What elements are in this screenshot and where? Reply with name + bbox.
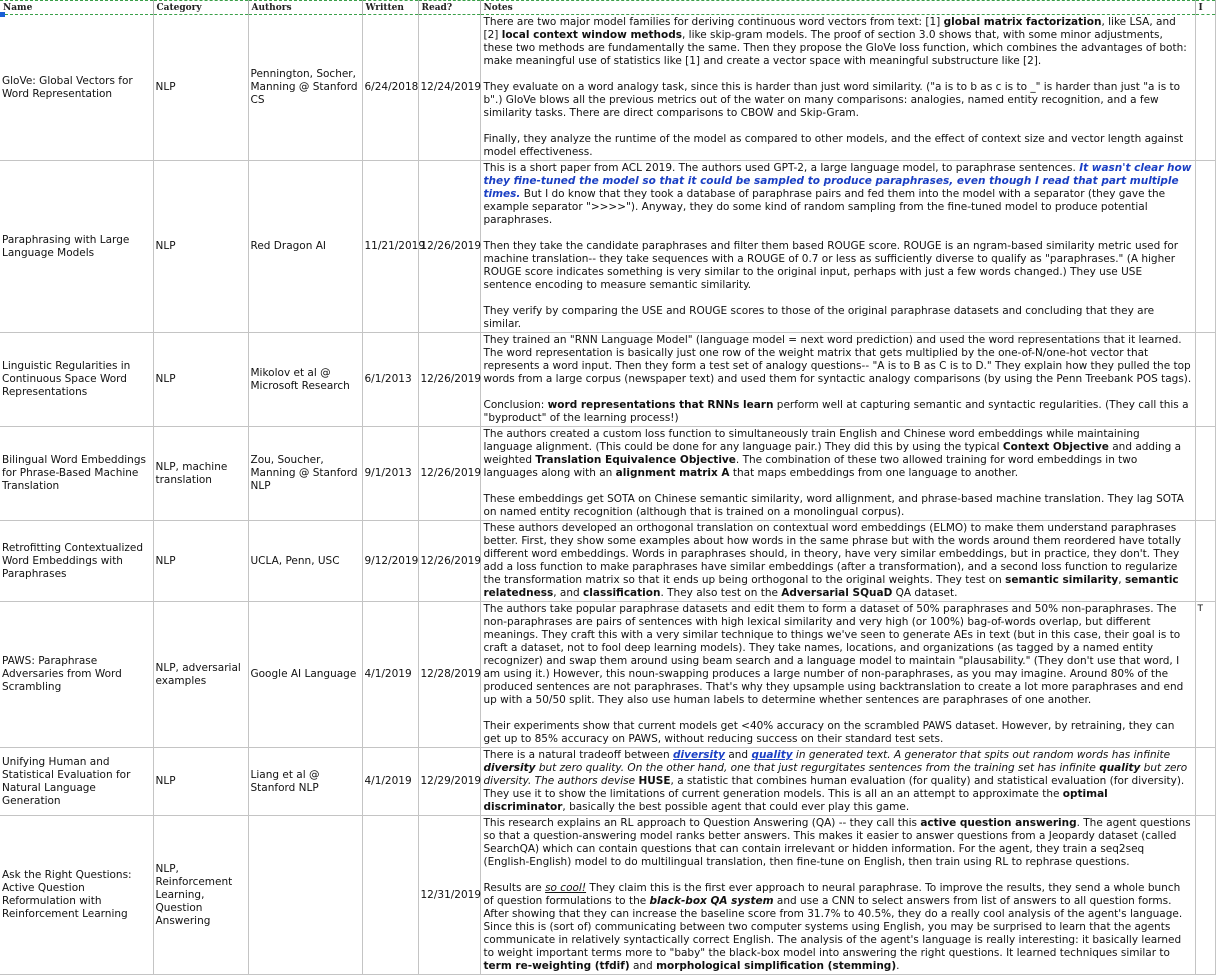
cell-written[interactable]: 6/1/2013 — [362, 333, 418, 427]
cell-notes[interactable]: The authors created a custom loss function to simultaneously train English and Chinese word embeddings while maintaining language alignment. (This could be done for any language pair.) They did this by using the typical Context Objective and adding a weighted Translation Equivalence Objective. The combination of these two allowed training for word embeddings in two languages along with an alignment matrix A that maps embeddings from one language to another. These embeddings get SOTA on Chinese semantic similarity, word allignment, and phrase-based machine translation. They lag SOTA on named entity recognition (although that is trained on a monolingual corpus). — [480, 427, 1195, 521]
header-written[interactable]: Written — [362, 1, 418, 15]
header-category[interactable]: Category — [153, 1, 248, 15]
cell-written[interactable]: 9/1/2013 — [362, 427, 418, 521]
table-row — [0, 333, 1215, 427]
cell-read[interactable]: 12/26/2019 — [418, 521, 480, 602]
cell-authors[interactable] — [248, 816, 362, 975]
cell-notes[interactable]: This is a short paper from ACL 2019. The authors used GPT-2, a large language model, to paraphrase sentences. It wasn't clear how they fine-tuned the model so that it could be sampled to produce paraphrases, even though I read that part multiple times. But I do know that they took a database of paraphrase pairs and fed them into the model with a separator (they gave the example separator ">>>>"). Anyway, they do some kind of random sampling from the fine-tuned model to produce potential paraphrases. Then they take the candidate paraphrases and filter them based ROUGE score. ROUGE is an ngram-based similarity metric used for machine translation-- they take sequences with a ROUGE of 0.7 or less as sufficiently diverse to qualify as "paraphrases." (A higher ROUGE score indicates something is very similar to the original input, perhaps with just a few words changed.) They use USE sentence encoding to measure semantic similarity. They verify by comparing the USE and ROUGE scores to those of the original paraphrase datasets and concluding that they are similar. — [480, 161, 1195, 333]
cell-written[interactable]: 4/1/2019 — [362, 748, 418, 816]
table-row — [0, 15, 1215, 161]
cell-read[interactable]: 12/31/2019 — [418, 816, 480, 975]
cell-category[interactable]: NLP, adversarial examples — [153, 602, 248, 748]
cell-read[interactable]: 12/26/2019 — [418, 161, 480, 333]
cell-name[interactable]: Retrofitting Contextualized Word Embeddings with Paraphrases — [0, 521, 153, 602]
cell-category[interactable]: NLP — [153, 15, 248, 161]
cell-written[interactable]: 9/12/2019 — [362, 521, 418, 602]
cell-name[interactable]: Linguistic Regularities in Continuous Space Word Representations — [0, 333, 153, 427]
cell-written[interactable]: 6/24/2018 — [362, 15, 418, 161]
cell-extra[interactable] — [1195, 748, 1215, 816]
cell-written[interactable] — [362, 816, 418, 975]
cell-notes[interactable]: They trained an "RNN Language Model" (language model = next word prediction) and used the word representations that it learned. The word representation is basically just one row of the weight matrix that gets multiplied by the one-of-N/one-hot vector that represents a word input. Then they form a test set of analogy questions-- "A is to B as C is to D." They explain how they pulled the top words from a large corpus (newspaper text) and used them for syntactic analogy comparisons (by using the Penn Treebank POS tags). Conclusion: word representations that RNNs learn perform well at capturing semantic and syntactic regularities. (They call this a "byproduct" of the learning process!) — [480, 333, 1195, 427]
header-row — [0, 1, 1215, 15]
cell-category[interactable]: NLP, Reinforcement Learning, Question Answering — [153, 816, 248, 975]
cell-notes[interactable]: There is a natural tradeoff between diversity and quality in generated text. A generator that spits out random words has infinite diversity but zero quality. On the other hand, one that just regurgitates sentences from the training set has infinite quality but zero diversity. The authors devise HUSE, a statistic that combines human evaluation (for quality) and statistical evaluation (for diversity). They use it to show the limitations of current generation models. This is all an an attempt to approximate the optimal discriminator, basically the best possible agent that could ever play this game. — [480, 748, 1195, 816]
selection-handle[interactable] — [0, 12, 5, 17]
cell-authors[interactable]: Zou, Soucher, Manning @ Stanford NLP — [248, 427, 362, 521]
cell-written[interactable]: 11/21/2019 — [362, 161, 418, 333]
cell-name[interactable]: Paraphrasing with Large Language Models — [0, 161, 153, 333]
cell-name[interactable]: Bilingual Word Embeddings for Phrase-Based Machine Translation — [0, 427, 153, 521]
header-read[interactable]: Read? — [418, 1, 480, 15]
cell-authors[interactable]: Pennington, Socher, Manning @ Stanford CS — [248, 15, 362, 161]
cell-category[interactable]: NLP, machine translation — [153, 427, 248, 521]
cell-read[interactable]: 12/26/2019 — [418, 333, 480, 427]
cell-extra[interactable] — [1195, 521, 1215, 602]
cell-category[interactable]: NLP — [153, 333, 248, 427]
table-row — [0, 602, 1215, 748]
cell-read[interactable]: 12/26/2019 — [418, 427, 480, 521]
cell-notes[interactable]: This research explains an RL approach to Question Answering (QA) -- they call this active question answering. The agent questions so that a question-answering model ranks better answers. This makes it easier to answer questions from a Jeopardy dataset (called SearchQA) which can contain questions that can contain irrelevant or hidden information. For the agent, they train a seq2seq (English-English) model to do multilingual translation, then fine-tune on English, then train using RL to rephrase questions. Results are so cool! They claim this is the first ever approach to neural paraphrase. To improve the results, they send a whole bunch of question formulations to the black-box QA system and use a CNN to select answers from list of answers to all question forms. After showing that they can increase the baseline score from 31.7% to 40.5%, they do a really cool analysis of the agent's language. Since this is (sort of) communicating between two computer systems using English, you may be surprised to learn that the agents communicate in relatively syntactically correct English. The analysis of the agent's language is really interesting: it basically learned to weight important terms more to "baby" the black-box model into answering the right questions. It learned techniques similar to term re-weighting (tfdif) and morphological simplification (stemming). — [480, 816, 1195, 975]
cell-name[interactable]: Unifying Human and Statistical Evaluation for Natural Language Generation — [0, 748, 153, 816]
cell-notes[interactable]: These authors developed an orthogonal translation on contextual word embeddings (ELMO) to make them understand paraphrases better. First, they show some examples about how words in the same phrase but with the words around them reordered have totally different word embeddings. Words in paraphrases should, in theory, have very similar embeddings, but in practice, they don't. They add a loss function to make paraphrases have similar embeddings (after a transformation), and a second loss function to regularize the transformation matrix so that it ends up being orthogonal to the original weights. They test on semantic similarity, semantic relatedness, and classification. They also test on the Adversarial SQuaD QA dataset. — [480, 521, 1195, 602]
cell-read[interactable]: 12/24/2019 — [418, 15, 480, 161]
cell-category[interactable]: NLP — [153, 161, 248, 333]
table-row — [0, 427, 1215, 521]
table-row — [0, 521, 1215, 602]
cell-extra[interactable] — [1195, 15, 1215, 161]
cell-category[interactable]: NLP — [153, 748, 248, 816]
cell-authors[interactable]: UCLA, Penn, USC — [248, 521, 362, 602]
cell-authors[interactable]: Mikolov et al @ Microsoft Research — [248, 333, 362, 427]
table-row — [0, 748, 1215, 816]
cell-extra[interactable]: T — [1195, 602, 1215, 748]
cell-name[interactable]: Ask the Right Questions: Active Question Reformulation with Reinforcement Learning — [0, 816, 153, 975]
cell-authors[interactable]: Red Dragon AI — [248, 161, 362, 333]
cell-extra[interactable] — [1195, 333, 1215, 427]
cell-notes[interactable]: There are two major model families for deriving continuous word vectors from text: [1] global matrix factorization, like LSA, and [2] local context window methods, like skip-gram models. The proof of section 3.0 shows that, with some minor adjustments, these two methods are fundamentally the same. Then they propose the GloVe loss function, which combines the advantages of both: make meaningful use of statistics like [1] and create a vector space with meaningful substructure like [2]. They evaluate on a word analogy task, since this is harder than just word similarity. ("a is to b as c is to _" is harder than just "a is to b".) GloVe blows all the previous metrics out of the water on many comparisons: analogies, named entity recognition, and a few similarity tasks. There are direct comparisons to CBOW and Skip-Gram. Finally, they analyze the runtime of the model as compared to other models, and the effect of context size and vector length against model effectiveness. — [480, 15, 1195, 161]
cell-extra[interactable] — [1195, 427, 1215, 521]
cell-notes[interactable]: The authors take popular paraphrase datasets and edit them to form a dataset of 50% paraphrases and 50% non-paraphrases. The non-paraphrases are pairs of sentences with high lexical similarity and very high (or 100%) bag-of-words overlap, but different meanings. They craft this with a very similar technique to things we've seen to generate AEs in text (but in this case, their goal is to craft a dataset, not to fool deep learning models). They take names, locations, and organizations (as tagged by a named entity recognizer) and swap them around using beam search and a language model to maintain "plausability." (They don't use that word, I am using it.) However, this noun-swapping produces a large number of non-paraphrases, as you may imagine. Around 80% of the produced sentences are not paraphrases. That's why they upsample using backtranslation to create a lot more paraphrases and end up with a 50/50 split. They also use human labels to determine whether sentences are paraphrases of one another. Their experiments show that current models get <40% accuracy on the scrambled PAWS dataset. However, by retraining, they can get up to 85% accuracy on PAWS, without reducing success on their standard test sets. — [480, 602, 1195, 748]
cell-read[interactable]: 12/29/2019 — [418, 748, 480, 816]
cell-read[interactable]: 12/28/2019 — [418, 602, 480, 748]
cell-authors[interactable]: Google AI Language — [248, 602, 362, 748]
header-notes[interactable]: Notes — [480, 1, 1195, 15]
table-row — [0, 161, 1215, 333]
cell-extra[interactable] — [1195, 816, 1215, 975]
cell-extra[interactable] — [1195, 161, 1215, 333]
header-authors[interactable]: Authors — [248, 1, 362, 15]
cell-name[interactable]: GloVe: Global Vectors for Word Representation — [0, 15, 153, 161]
header-name[interactable]: Name — [0, 1, 153, 15]
cell-name[interactable]: PAWS: Paraphrase Adversaries from Word Scrambling — [0, 602, 153, 748]
cell-category[interactable]: NLP — [153, 521, 248, 602]
header-extra[interactable]: I — [1195, 1, 1215, 15]
table-row — [0, 816, 1215, 975]
cell-authors[interactable]: Liang et al @ Stanford NLP — [248, 748, 362, 816]
cell-written[interactable]: 4/1/2019 — [362, 602, 418, 748]
